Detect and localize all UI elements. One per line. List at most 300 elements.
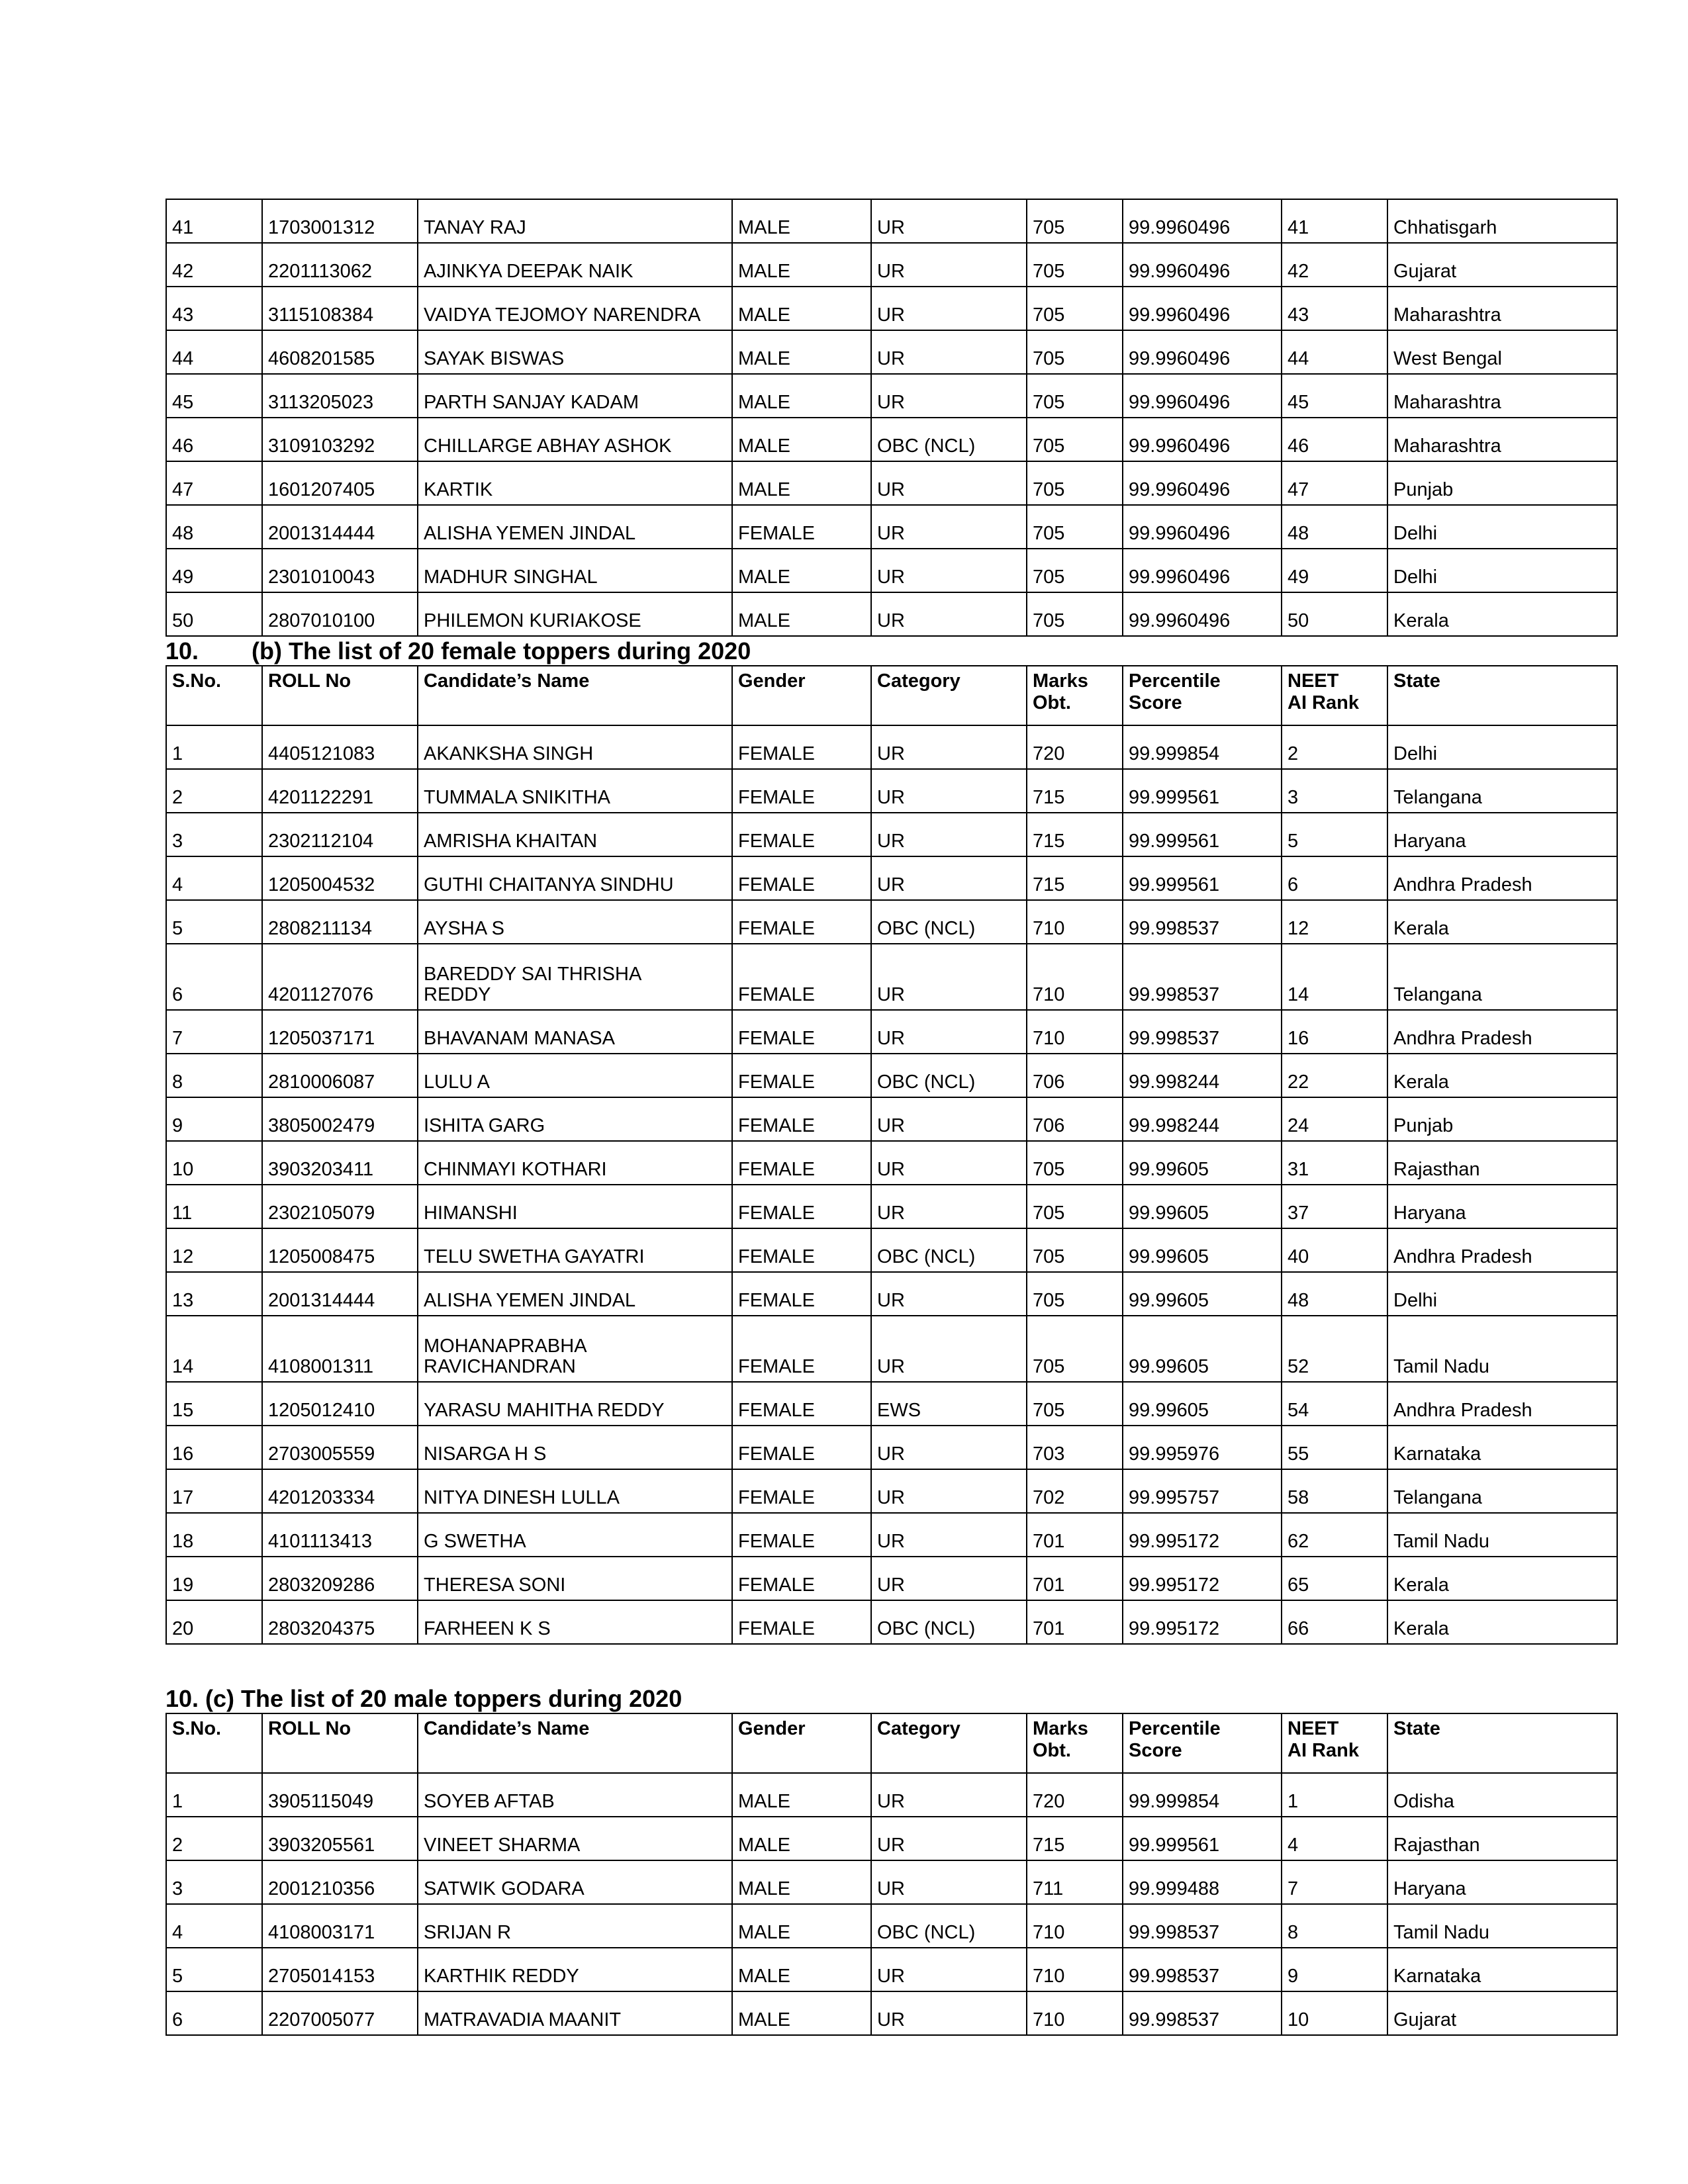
cell-roll-no: 2302112104 <box>262 813 418 856</box>
table-row <box>166 418 1617 461</box>
cell-state: Kerala <box>1387 1557 1617 1600</box>
table-row <box>166 287 1617 330</box>
cell-marks-obtained: 705 <box>1027 243 1123 287</box>
table-row <box>166 1948 1617 1991</box>
cell-state: Haryana <box>1387 813 1617 856</box>
cell-candidate-name: ALISHA YEMEN JINDAL <box>418 505 732 549</box>
candidate-name-line1: MOHANAPRABHA <box>424 1335 587 1357</box>
cell-candidate-name: AMRISHA KHAITAN <box>418 813 732 856</box>
cell-roll-no: 2703005559 <box>262 1426 418 1469</box>
cell-state: Tamil Nadu <box>1387 1904 1617 1948</box>
cell-state: Chhatisgarh <box>1387 199 1617 243</box>
column-header-neet-ai-rank <box>1282 1713 1387 1773</box>
table-row <box>166 1054 1617 1097</box>
cell-neet-ai-rank: 37 <box>1282 1185 1387 1228</box>
table-row <box>166 374 1617 418</box>
table-row <box>166 813 1617 856</box>
cell-percentile-score: 99.9960496 <box>1123 287 1282 330</box>
cell-category: UR <box>871 769 1027 813</box>
cell-state: Tamil Nadu <box>1387 1316 1617 1382</box>
cell-candidate-name: HIMANSHI <box>418 1185 732 1228</box>
table-row <box>166 1773 1617 1817</box>
cell-state: Kerala <box>1387 1054 1617 1097</box>
cell-neet-ai-rank: 49 <box>1282 549 1387 592</box>
cell-gender: FEMALE <box>732 944 871 1010</box>
cell-gender: MALE <box>732 330 871 374</box>
cell-state: Telangana <box>1387 1469 1617 1513</box>
cell-candidate-name: MADHUR SINGHAL <box>418 549 732 592</box>
cell-marks-obtained: 705 <box>1027 418 1123 461</box>
cell-percentile-score: 99.995172 <box>1123 1513 1282 1557</box>
cell-category: UR <box>871 856 1027 900</box>
cell-gender: FEMALE <box>732 1426 871 1469</box>
cell-category: OBC (NCL) <box>871 1904 1027 1948</box>
cell-roll-no: 2705014153 <box>262 1948 418 1991</box>
cell-marks-obtained: 715 <box>1027 769 1123 813</box>
cell-neet-ai-rank: 52 <box>1282 1316 1387 1382</box>
cell-sno: 15 <box>166 1382 262 1426</box>
cell-gender: FEMALE <box>732 1054 871 1097</box>
column-header-state: State <box>1387 666 1617 725</box>
section-heading-male-toppers <box>165 1684 1617 1713</box>
cell-sno: 7 <box>166 1010 262 1054</box>
cell-marks-obtained: 701 <box>1027 1557 1123 1600</box>
cell-sno: 6 <box>166 1991 262 2035</box>
cell-marks-obtained: 705 <box>1027 1141 1123 1185</box>
percentile-header-line1: Percentile <box>1129 1718 1221 1740</box>
cell-neet-ai-rank: 24 <box>1282 1097 1387 1141</box>
rank-header-line1: NEET <box>1288 1718 1339 1740</box>
cell-neet-ai-rank: 10 <box>1282 1991 1387 2035</box>
percentile-header-line2: Score <box>1129 1739 1182 1761</box>
table-row <box>166 1316 1617 1382</box>
cell-state: Delhi <box>1387 725 1617 769</box>
cell-roll-no: 1205008475 <box>262 1228 418 1272</box>
cell-roll-no: 4405121083 <box>262 725 418 769</box>
cell-roll-no: 2302105079 <box>262 1185 418 1228</box>
cell-state: Gujarat <box>1387 243 1617 287</box>
table-row <box>166 1382 1617 1426</box>
table-row <box>166 199 1617 243</box>
marks-header-line1: Marks <box>1033 670 1088 692</box>
cell-candidate-name: SATWIK GODARA <box>418 1860 732 1904</box>
cell-candidate-name: NITYA DINESH LULLA <box>418 1469 732 1513</box>
cell-candidate-name: AYSHA S <box>418 900 732 944</box>
table-row <box>166 1010 1617 1054</box>
cell-sno: 3 <box>166 813 262 856</box>
cell-category: UR <box>871 1426 1027 1469</box>
cell-percentile-score: 99.998537 <box>1123 1904 1282 1948</box>
cell-roll-no: 1601207405 <box>262 461 418 505</box>
cell-percentile-score: 99.9960496 <box>1123 199 1282 243</box>
cell-state: Rajasthan <box>1387 1817 1617 1860</box>
cell-sno: 46 <box>166 418 262 461</box>
cell-neet-ai-rank: 14 <box>1282 944 1387 1010</box>
cell-roll-no: 3905115049 <box>262 1773 418 1817</box>
cell-neet-ai-rank: 43 <box>1282 287 1387 330</box>
cell-marks-obtained: 710 <box>1027 1904 1123 1948</box>
cell-marks-obtained: 705 <box>1027 1316 1123 1382</box>
cell-category: UR <box>871 287 1027 330</box>
cell-sno: 2 <box>166 769 262 813</box>
cell-candidate-name: TELU SWETHA GAYATRI <box>418 1228 732 1272</box>
cell-neet-ai-rank: 6 <box>1282 856 1387 900</box>
cell-sno: 48 <box>166 505 262 549</box>
cell-neet-ai-rank: 44 <box>1282 330 1387 374</box>
table-row <box>166 1991 1617 2035</box>
cell-gender: MALE <box>732 1991 871 2035</box>
marks-header-line2: Obt. <box>1033 692 1071 713</box>
cell-sno: 47 <box>166 461 262 505</box>
cell-candidate-name: THERESA SONI <box>418 1557 732 1600</box>
cell-candidate-name: TANAY RAJ <box>418 199 732 243</box>
cell-marks-obtained: 710 <box>1027 944 1123 1010</box>
cell-state: Punjab <box>1387 1097 1617 1141</box>
cell-percentile-score: 99.999488 <box>1123 1860 1282 1904</box>
cell-roll-no: 4201127076 <box>262 944 418 1010</box>
cell-sno: 9 <box>166 1097 262 1141</box>
cell-roll-no: 2807010100 <box>262 592 418 636</box>
cell-roll-no: 2001314444 <box>262 505 418 549</box>
column-header-gender: Gender <box>732 1713 871 1773</box>
cell-marks-obtained: 705 <box>1027 549 1123 592</box>
cell-neet-ai-rank: 62 <box>1282 1513 1387 1557</box>
section-heading-b-text: 10. (b) The list of 20 female toppers during 2020 <box>165 637 751 664</box>
cell-neet-ai-rank: 4 <box>1282 1817 1387 1860</box>
cell-candidate-name: G SWETHA <box>418 1513 732 1557</box>
column-header-gender: Gender <box>732 666 871 725</box>
cell-candidate-name: BHAVANAM MANASA <box>418 1010 732 1054</box>
cell-percentile-score: 99.995172 <box>1123 1557 1282 1600</box>
table-row <box>166 1141 1617 1185</box>
cell-state: Kerala <box>1387 592 1617 636</box>
cell-candidate-name: ALISHA YEMEN JINDAL <box>418 1272 732 1316</box>
table-row <box>166 1426 1617 1469</box>
cell-state: Andhra Pradesh <box>1387 1010 1617 1054</box>
cell-percentile-score: 99.9960496 <box>1123 330 1282 374</box>
cell-sno: 16 <box>166 1426 262 1469</box>
column-header-candidate-name: Candidate’s Name <box>418 666 732 725</box>
cell-sno: 8 <box>166 1054 262 1097</box>
cell-percentile-score: 99.9960496 <box>1123 243 1282 287</box>
cell-candidate-name: SRIJAN R <box>418 1904 732 1948</box>
cell-marks-obtained: 705 <box>1027 461 1123 505</box>
cell-gender: MALE <box>732 1948 871 1991</box>
section-gap-spacer <box>165 1645 1617 1684</box>
cell-state: Delhi <box>1387 505 1617 549</box>
cell-candidate-name <box>418 1316 732 1382</box>
cell-category: UR <box>871 1469 1027 1513</box>
cell-category: OBC (NCL) <box>871 418 1027 461</box>
cell-gender: MALE <box>732 592 871 636</box>
cell-sno: 41 <box>166 199 262 243</box>
cell-roll-no: 1703001312 <box>262 199 418 243</box>
cell-category: OBC (NCL) <box>871 900 1027 944</box>
cell-percentile-score: 99.9960496 <box>1123 505 1282 549</box>
cell-candidate-name: YARASU MAHITHA REDDY <box>418 1382 732 1426</box>
table-header-row <box>166 666 1617 725</box>
cell-candidate-name: CHILLARGE ABHAY ASHOK <box>418 418 732 461</box>
section-heading-c-text: 10. (c) The list of 20 male toppers during 2020 <box>165 1685 682 1713</box>
cell-state: Delhi <box>1387 549 1617 592</box>
cell-gender: FEMALE <box>732 1557 871 1600</box>
cell-candidate-name: KARTHIK REDDY <box>418 1948 732 1991</box>
cell-roll-no: 4101113413 <box>262 1513 418 1557</box>
cell-roll-no: 3903203411 <box>262 1141 418 1185</box>
cell-category: UR <box>871 505 1027 549</box>
cell-neet-ai-rank: 7 <box>1282 1860 1387 1904</box>
table-row <box>166 1228 1617 1272</box>
cell-sno: 50 <box>166 592 262 636</box>
cell-neet-ai-rank: 5 <box>1282 813 1387 856</box>
cell-roll-no: 2808211134 <box>262 900 418 944</box>
cell-sno: 5 <box>166 1948 262 1991</box>
cell-neet-ai-rank: 65 <box>1282 1557 1387 1600</box>
cell-candidate-name: VINEET SHARMA <box>418 1817 732 1860</box>
cell-marks-obtained: 710 <box>1027 1991 1123 2035</box>
table-row <box>166 243 1617 287</box>
table-header-row <box>166 1713 1617 1773</box>
cell-roll-no: 2803209286 <box>262 1557 418 1600</box>
table-row <box>166 549 1617 592</box>
cell-neet-ai-rank: 9 <box>1282 1948 1387 1991</box>
column-header-marks-obtained <box>1027 666 1123 725</box>
cell-neet-ai-rank: 2 <box>1282 725 1387 769</box>
column-header-marks-obtained <box>1027 1713 1123 1773</box>
rank-header-line2: AI Rank <box>1288 1739 1359 1761</box>
cell-gender: FEMALE <box>732 1469 871 1513</box>
cell-gender: MALE <box>732 418 871 461</box>
cell-percentile-score: 99.999561 <box>1123 813 1282 856</box>
cell-neet-ai-rank: 8 <box>1282 1904 1387 1948</box>
cell-marks-obtained: 715 <box>1027 813 1123 856</box>
cell-neet-ai-rank: 22 <box>1282 1054 1387 1097</box>
cell-neet-ai-rank: 54 <box>1282 1382 1387 1426</box>
cell-roll-no: 2803204375 <box>262 1600 418 1644</box>
table-row <box>166 1185 1617 1228</box>
cell-state: Punjab <box>1387 461 1617 505</box>
cell-neet-ai-rank: 40 <box>1282 1228 1387 1272</box>
cell-percentile-score: 99.995976 <box>1123 1426 1282 1469</box>
cell-gender: FEMALE <box>732 1513 871 1557</box>
cell-gender: FEMALE <box>732 1228 871 1272</box>
column-header-state: State <box>1387 1713 1617 1773</box>
cell-percentile-score: 99.99605 <box>1123 1272 1282 1316</box>
cell-candidate-name: VAIDYA TEJOMOY NARENDRA <box>418 287 732 330</box>
column-header-roll-no: ROLL No <box>262 1713 418 1773</box>
cell-gender: MALE <box>732 1860 871 1904</box>
cell-state: Telangana <box>1387 944 1617 1010</box>
cell-sno: 3 <box>166 1860 262 1904</box>
cell-state: West Bengal <box>1387 330 1617 374</box>
cell-state: Telangana <box>1387 769 1617 813</box>
cell-category: UR <box>871 1860 1027 1904</box>
table-row <box>166 944 1617 1010</box>
cell-category: OBC (NCL) <box>871 1228 1027 1272</box>
cell-marks-obtained: 710 <box>1027 900 1123 944</box>
cell-sno: 17 <box>166 1469 262 1513</box>
cell-category: UR <box>871 1773 1027 1817</box>
cell-state: Haryana <box>1387 1860 1617 1904</box>
cell-roll-no: 3115108384 <box>262 287 418 330</box>
cell-candidate-name: KARTIK <box>418 461 732 505</box>
cell-gender: FEMALE <box>732 1382 871 1426</box>
cell-candidate-name: AJINKYA DEEPAK NAIK <box>418 243 732 287</box>
cell-category: UR <box>871 330 1027 374</box>
cell-candidate-name: ISHITA GARG <box>418 1097 732 1141</box>
cell-roll-no: 1205037171 <box>262 1010 418 1054</box>
cell-category: UR <box>871 813 1027 856</box>
cell-marks-obtained: 701 <box>1027 1600 1123 1644</box>
cell-neet-ai-rank: 58 <box>1282 1469 1387 1513</box>
cell-gender: FEMALE <box>732 1185 871 1228</box>
cell-category: UR <box>871 1991 1027 2035</box>
table-top50-continued <box>165 199 1618 637</box>
cell-marks-obtained: 710 <box>1027 1010 1123 1054</box>
column-header-percentile-score <box>1123 1713 1282 1773</box>
cell-roll-no: 4201122291 <box>262 769 418 813</box>
cell-marks-obtained: 705 <box>1027 1272 1123 1316</box>
cell-neet-ai-rank: 66 <box>1282 1600 1387 1644</box>
cell-candidate-name: PHILEMON KURIAKOSE <box>418 592 732 636</box>
cell-sno: 49 <box>166 549 262 592</box>
cell-category: UR <box>871 944 1027 1010</box>
cell-gender: MALE <box>732 1773 871 1817</box>
cell-roll-no: 3113205023 <box>262 374 418 418</box>
cell-state: Haryana <box>1387 1185 1617 1228</box>
column-header-category: Category <box>871 666 1027 725</box>
cell-state: Kerala <box>1387 900 1617 944</box>
cell-roll-no: 4201203334 <box>262 1469 418 1513</box>
cell-gender: MALE <box>732 243 871 287</box>
cell-percentile-score: 99.995172 <box>1123 1600 1282 1644</box>
table-row <box>166 1904 1617 1948</box>
cell-sno: 11 <box>166 1185 262 1228</box>
cell-category: UR <box>871 1010 1027 1054</box>
cell-percentile-score: 99.998244 <box>1123 1054 1282 1097</box>
cell-candidate-name: PARTH SANJAY KADAM <box>418 374 732 418</box>
cell-candidate-name: SOYEB AFTAB <box>418 1773 732 1817</box>
cell-state: Rajasthan <box>1387 1141 1617 1185</box>
column-header-sno: S.No. <box>166 1713 262 1773</box>
column-header-category: Category <box>871 1713 1027 1773</box>
cell-marks-obtained: 705 <box>1027 199 1123 243</box>
cell-percentile-score: 99.99605 <box>1123 1185 1282 1228</box>
marks-header-line1: Marks <box>1033 1718 1088 1740</box>
cell-category: UR <box>871 1948 1027 1991</box>
cell-gender: FEMALE <box>732 1097 871 1141</box>
cell-neet-ai-rank: 3 <box>1282 769 1387 813</box>
cell-state: Andhra Pradesh <box>1387 856 1617 900</box>
cell-marks-obtained: 705 <box>1027 1382 1123 1426</box>
percentile-header-line2: Score <box>1129 692 1182 713</box>
cell-category: UR <box>871 1097 1027 1141</box>
table-row <box>166 1860 1617 1904</box>
cell-marks-obtained: 701 <box>1027 1513 1123 1557</box>
table-row <box>166 1817 1617 1860</box>
table-row <box>166 856 1617 900</box>
cell-gender: FEMALE <box>732 1141 871 1185</box>
cell-marks-obtained: 705 <box>1027 287 1123 330</box>
cell-gender: MALE <box>732 1904 871 1948</box>
cell-percentile-score: 99.999561 <box>1123 769 1282 813</box>
page-content <box>165 0 1617 2036</box>
cell-state: Karnataka <box>1387 1948 1617 1991</box>
cell-percentile-score: 99.999561 <box>1123 856 1282 900</box>
section-heading-female-toppers <box>165 637 1617 665</box>
cell-neet-ai-rank: 50 <box>1282 592 1387 636</box>
cell-percentile-score: 99.999561 <box>1123 1817 1282 1860</box>
cell-category: UR <box>871 243 1027 287</box>
cell-category: UR <box>871 199 1027 243</box>
cell-candidate-name: LULU A <box>418 1054 732 1097</box>
cell-sno: 1 <box>166 725 262 769</box>
cell-roll-no: 2207005077 <box>262 1991 418 2035</box>
cell-sno: 44 <box>166 330 262 374</box>
top-margin-spacer <box>165 0 1617 199</box>
cell-state: Delhi <box>1387 1272 1617 1316</box>
column-header-candidate-name: Candidate’s Name <box>418 1713 732 1773</box>
table-row <box>166 900 1617 944</box>
cell-neet-ai-rank: 55 <box>1282 1426 1387 1469</box>
cell-sno: 4 <box>166 856 262 900</box>
cell-roll-no: 2301010043 <box>262 549 418 592</box>
cell-marks-obtained: 720 <box>1027 725 1123 769</box>
column-header-percentile-score <box>1123 666 1282 725</box>
cell-percentile-score: 99.999854 <box>1123 1773 1282 1817</box>
column-header-sno: S.No. <box>166 666 262 725</box>
cell-marks-obtained: 705 <box>1027 330 1123 374</box>
cell-category: UR <box>871 461 1027 505</box>
cell-category: UR <box>871 374 1027 418</box>
cell-percentile-score: 99.999854 <box>1123 725 1282 769</box>
cell-gender: FEMALE <box>732 856 871 900</box>
cell-gender: FEMALE <box>732 1272 871 1316</box>
cell-percentile-score: 99.99605 <box>1123 1141 1282 1185</box>
cell-roll-no: 3805002479 <box>262 1097 418 1141</box>
cell-category: OBC (NCL) <box>871 1054 1027 1097</box>
cell-percentile-score: 99.99605 <box>1123 1382 1282 1426</box>
cell-category: UR <box>871 549 1027 592</box>
table-row <box>166 1469 1617 1513</box>
cell-percentile-score: 99.998537 <box>1123 1948 1282 1991</box>
cell-roll-no: 3903205561 <box>262 1817 418 1860</box>
cell-gender: MALE <box>732 199 871 243</box>
rank-header-line1: NEET <box>1288 670 1339 692</box>
cell-category: UR <box>871 1557 1027 1600</box>
marks-header-line2: Obt. <box>1033 1739 1071 1761</box>
table-row <box>166 592 1617 636</box>
cell-category: UR <box>871 592 1027 636</box>
table-row <box>166 1097 1617 1141</box>
table-row <box>166 505 1617 549</box>
cell-marks-obtained: 710 <box>1027 1948 1123 1991</box>
percentile-header-line1: Percentile <box>1129 670 1221 692</box>
cell-category: OBC (NCL) <box>871 1600 1027 1644</box>
cell-candidate-name: FARHEEN K S <box>418 1600 732 1644</box>
cell-sno: 1 <box>166 1773 262 1817</box>
cell-neet-ai-rank: 42 <box>1282 243 1387 287</box>
cell-percentile-score: 99.99605 <box>1123 1228 1282 1272</box>
cell-candidate-name: SAYAK BISWAS <box>418 330 732 374</box>
table-row <box>166 1513 1617 1557</box>
candidate-name-line2: RAVICHANDRAN <box>424 1355 576 1377</box>
cell-neet-ai-rank: 48 <box>1282 505 1387 549</box>
cell-neet-ai-rank: 47 <box>1282 461 1387 505</box>
cell-gender: FEMALE <box>732 900 871 944</box>
cell-category: UR <box>871 1141 1027 1185</box>
cell-gender: MALE <box>732 287 871 330</box>
